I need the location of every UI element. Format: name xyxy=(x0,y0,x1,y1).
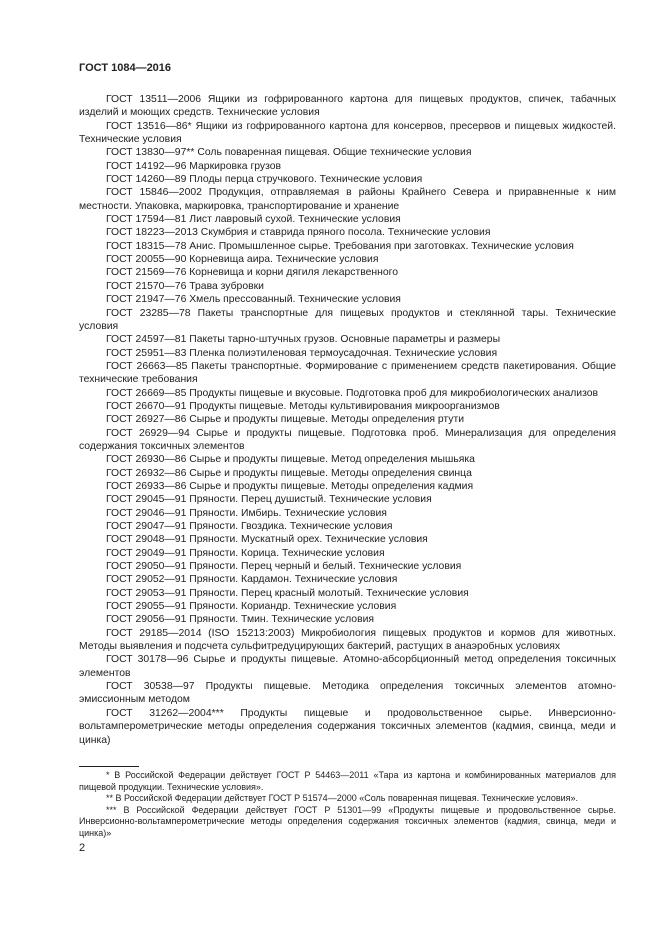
footnote-separator xyxy=(79,766,139,767)
reference-item: ГОСТ 26927—86 Сырье и продукты пищевые. Методы определения ртути xyxy=(106,414,465,426)
reference-item: ГОСТ 25951—83 Пленка полиэтиленовая термоусадочная. Технические условия xyxy=(106,347,498,359)
reference-item: ГОСТ 23285—78 Пакеты транспортные для пищевых продуктов и стеклянной тары. Технические условия xyxy=(79,307,616,332)
document-header: ГОСТ 1084—2016 xyxy=(79,62,172,74)
reference-item: ГОСТ 26670—91 Продукты пищевые. Методы культивирования микроорганизмов xyxy=(106,400,500,412)
footnote: * В Российской Федерации действует ГОСТ Р 54463—2011 «Тара из картона и комбинированных материалов для пищевой продукции. Технические условия». xyxy=(79,770,616,792)
reference-item: ГОСТ 21570—76 Трава зубровки xyxy=(106,280,264,292)
reference-item: ГОСТ 21947—76 Хмель прессованный. Технические условия xyxy=(106,294,401,306)
reference-item: ГОСТ 29050—91 Пряности. Перец черный и белый. Технические условия xyxy=(106,561,462,573)
reference-item: ГОСТ 18223—2013 Скумбрия и ставрида пряного посола. Технические условия xyxy=(106,227,491,239)
reference-item: ГОСТ 30178—96 Сырье и продукты пищевые. Атомно-абсорбционный метод определения токсичных элементов xyxy=(79,654,616,679)
reference-item: ГОСТ 26929—94 Сырье и продукты пищевые. Подготовка проб. Минерализация для определения содержания токсичных элементов xyxy=(79,427,616,452)
footnotes xyxy=(79,770,616,840)
reference-item: ГОСТ 26669—85 Продукты пищевые и вкусовые. Подготовка проб для микробиологических анализов xyxy=(106,387,599,399)
reference-item: ГОСТ 29053—91 Пряности. Перец красный молотый. Технические условия xyxy=(106,587,469,599)
reference-item: ГОСТ 29047—91 Пряности. Гвоздика. Технические условия xyxy=(106,521,393,532)
reference-item: ГОСТ 26933—86 Сырье и продукты пищевые. Методы определения кадмия xyxy=(106,480,474,492)
reference-item: ГОСТ 21569—76 Корневища и корни дягиля лекарственного xyxy=(106,267,399,279)
reference-item: ГОСТ 31262—2004*** Продукты пищевые и продовольственное сырье. Инверсионно-вольтамперометрические методы определения содержания токсичных элементов (кадмия, свинца, меди и цинка) xyxy=(79,707,616,746)
page-number: 2 xyxy=(79,842,86,854)
reference-item: ГОСТ 26930—86 Сырье и продукты пищевые. Метод определения мышьяка xyxy=(106,454,475,466)
reference-item: ГОСТ 13511—2006 Ящики из гофрированного картона для пищевых продуктов, спичек, табачных изделий и моющих средств. Технические условия xyxy=(79,94,616,119)
reference-item: ГОСТ 13516—86* Ящики из гофрированного картона для консервов, пресервов и пищевых жидкостей. Технические условия xyxy=(79,120,616,146)
reference-item: ГОСТ 29049—91 Пряности. Корица. Технические условия xyxy=(106,547,385,559)
reference-item: ГОСТ 29185—2014 (ISO 15213:2003) Микробиология пищевых продуктов и кормов для животных. Методы выявления и подсчета сульфитредуцирующих бактерий, растущих в анаэробных условиях xyxy=(79,627,616,653)
reference-item: ГОСТ 26932—86 Сырье и продукты пищевые. Методы определения свинца xyxy=(106,467,472,479)
reference-item: ГОСТ 29048—91 Пряности. Мускатный орех. Технические условия xyxy=(106,534,428,546)
footnote: ** В Российской Федерации действует ГОСТ Р 51574—2000 «Соль поваренная пищевая. Технические условия». xyxy=(106,793,579,804)
reference-item: ГОСТ 29056—91 Пряности. Тмин. Технические условия xyxy=(106,614,375,626)
reference-item: ГОСТ 26663—85 Пакеты транспортные. Формирование с применением средств пакетирования. Общие технические требования xyxy=(79,360,616,386)
reference-item: ГОСТ 14192—96 Маркировка грузов xyxy=(106,160,282,172)
reference-item: ГОСТ 13830—97** Соль поваренная пищевая. Общие технические условия xyxy=(106,147,472,159)
reference-item: ГОСТ 17594—81 Лист лавровый сухой. Технические условия xyxy=(106,214,401,226)
reference-item: ГОСТ 20055—90 Корневища аира. Технические условия xyxy=(106,254,379,266)
footnote: *** В Российской Федерации действует ГОСТ Р 51301—99 «Продукты пищевые и продовольственное сырье. Инверсионно-вольтамперометрические методы определения содержания токсичных элементов (кадмия, свинца, меди и цинка)» xyxy=(79,804,616,838)
reference-item: ГОСТ 18315—78 Анис. Промышленное сырье. Требования при заготовках. Технические условия xyxy=(106,240,574,252)
normative-references xyxy=(79,93,616,747)
reference-item: ГОСТ 14260—89 Плоды перца стручкового. Технические условия xyxy=(106,174,423,186)
reference-item: ГОСТ 29045—91 Пряности. Перец душистый. Технические условия xyxy=(106,494,432,506)
reference-item: ГОСТ 29046—91 Пряности. Имбирь. Технические условия xyxy=(106,507,387,519)
reference-item: ГОСТ 15846—2002 Продукция, отправляемая в районы Крайнего Севера и приравненные к ним местности. Упаковка, маркировка, транспортирование и хранение xyxy=(79,187,616,212)
reference-item: ГОСТ 29052—91 Пряности. Кардамон. Технические условия xyxy=(106,574,398,586)
reference-item: ГОСТ 30538—97 Продукты пищевые. Методика определения токсичных элементов атомно-эмиссионным методом xyxy=(79,681,616,706)
reference-item: ГОСТ 24597—81 Пакеты тарно-штучных грузов. Основные параметры и размеры xyxy=(106,334,501,346)
reference-item: ГОСТ 29055—91 Пряности. Кориандр. Технические условия xyxy=(106,601,397,613)
